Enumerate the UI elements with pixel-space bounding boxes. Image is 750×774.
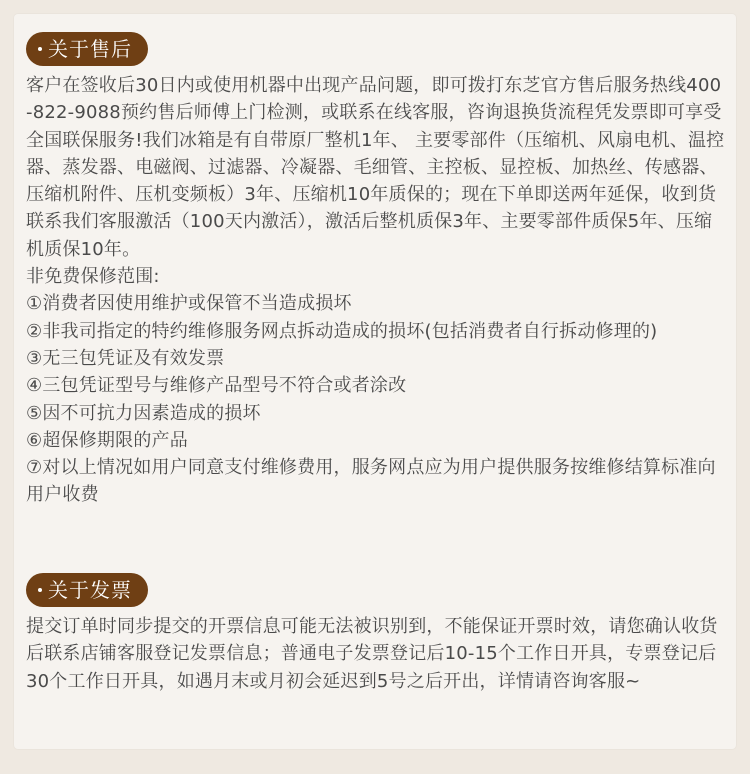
after-sales-heading: 关于售后 — [48, 37, 132, 61]
after-sales-heading-pill — [26, 32, 148, 66]
content-card — [14, 14, 736, 749]
after-sales-section — [26, 32, 726, 509]
invoice-text: 提交订单时同步提交的开票信息可能无法被识别到，不能保证开票时效，请您确认收货后联系店铺客服登记发票信息；普通电子发票登记后10-15个工作日开具，专票登记后30个工作日开具，如遇月末或月初会延迟到5号之后开出，详情请咨询客服~ — [26, 616, 718, 692]
after-sales-text: 客户在签收后30日内或使用机器中出现产品问题，即可拨打东芝官方售后服务热线400-822-9088预约售后师傅上门检测，或联系在线客服，咨询退换货流程凭发票即可享受全国联保服务!我们冰箱是有自带原厂整机1年、 主要零部件（压缩机、风扇电机、温控器、蒸发器、电磁阀、过滤器、冷凝器、毛细管、主控板、显控板、加热丝、传感器、压缩机附件、压机变频板）3年、压缩机10年质保的；现在下单即送两年延保，收到货联系我们客服激活（100天内激活），激活后整机质保3年、主要零部件质保5年、压缩机质保10年。 非免费保修范围: ①消费者因使用维护或保管不当造成损坏 ②非我司指定的特约维修服务网点拆动造成的损坏(包括消费者自行拆动修理的) ③无三包凭证及有效发票 ④三包凭证型号与维修产品型号不符合或者涂改 ⑤因不可抗力因素造成的损坏 ⑥超保修期限的产品 ⑦对以上情况如用户同意支付维修费用，服务网点应为用户提供服务按维修结算标准向用户收费 — [26, 75, 725, 506]
invoice-heading: 关于发票 — [48, 578, 132, 602]
invoice-section — [26, 573, 726, 695]
invoice-heading-pill — [26, 573, 148, 607]
bullet-dot-icon — [38, 47, 42, 51]
bullet-dot-icon — [38, 588, 42, 592]
